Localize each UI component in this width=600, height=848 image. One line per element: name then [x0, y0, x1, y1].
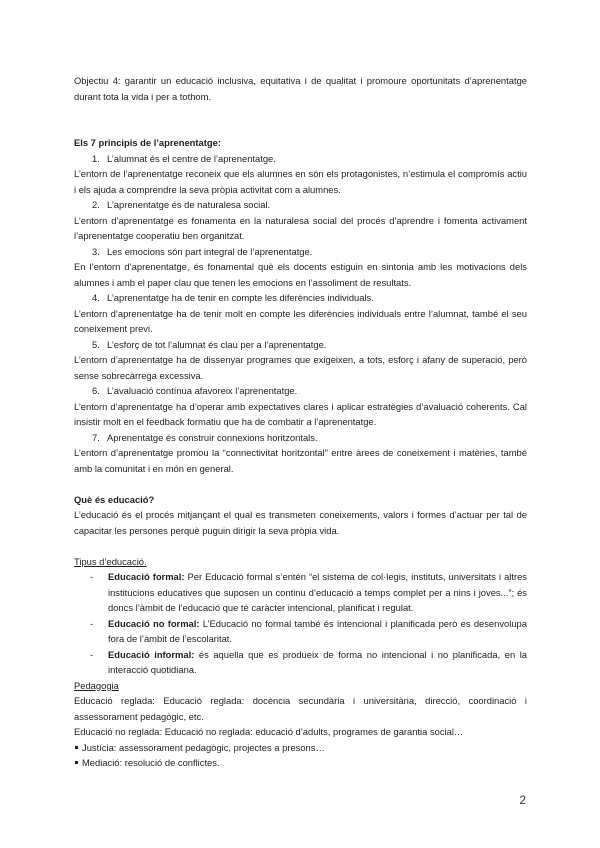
square-bullet-icon — [75, 761, 78, 764]
principles-list — [74, 151, 527, 477]
principle-text: En l’entorn d’aprenentatge, és fonamental què els docents estiguin en sintonia amb les motivacions dels alumnes i amb el paper clau que tenen les emocions en l’assoliment de resultats. — [74, 261, 527, 288]
principle-title: 7. Aprenentatge és construir connexions horitzontals. — [92, 431, 318, 443]
education-definition: L’educació és el procés mitjançant el qual es transmeten coneixements, valors i formes d’actuar per tal de capacitar les persones perquè puguin dirigir la seva pròpia vida. — [74, 509, 527, 536]
principle-title: 3. Les emocions són part integral de l’aprenentatge. — [92, 245, 313, 257]
principle-text: L’entorn d’aprenentatge ha de tenir molt en compte les diferències individuals entre l’alumnat, també el seu coneixement previ. — [74, 307, 527, 334]
type-item: - Educació formal: Per Educació formal s’entén “el sistema de col·legis, instituts, universitats i altres institucions educatives que suposen un continu d’educació a temps complet per a nins i joves...”; és doncs l’àmbit de l’educació que té caràcter intencional, planificat i regulat. — [90, 571, 527, 613]
principle-text: L’entorn d’aprenentatge es fonamenta en la naturalesa social del procés d’aprendre i fomenta activament l’aprenentatge cooperatiu ben organitzat. — [74, 214, 527, 241]
types-heading: Tipus d’educació. — [74, 555, 147, 567]
principle-item — [74, 383, 527, 430]
principle-item — [74, 337, 527, 384]
principle-title: 6. L’avaluació contínua afavoreix l’aprenentatge. — [92, 385, 298, 396]
pedagogy-bullet: Mediació: resolució de conflictes. — [74, 755, 527, 771]
principle-title: 1. L’alumnat és el centre de l’aprenentatge. — [92, 152, 276, 164]
pedagogy-line: Educació no reglada: Educació no reglada: educació d’adults, programes de garantia social… — [74, 726, 464, 737]
principle-text: L’entorn de l’aprenentatge reconeix que els alumnes en són els protagonistes, n’estimula el compromís actiu i els ajuda a comprendre la seva pròpia activitat com a alumnes. — [74, 168, 527, 195]
document-page — [74, 73, 527, 771]
principle-title: 2. L’aprenentatge és de naturalesa social. — [92, 199, 271, 210]
principle-item — [74, 151, 527, 198]
type-item: - Educació no formal: L’Educació no formal també és intencional i planificada però es desenvolupa fora de l’àmbit de l’escolaritat. — [90, 617, 527, 644]
pedagogy-line: Educació reglada: Educació reglada: docència secundària i universitària, direcció, coordinació i assessorament pedagògic, etc. — [74, 695, 527, 722]
education-heading: Què és educació? — [74, 493, 155, 505]
pedagogy-bullet: Justícia: assessorament pedagògic, projectes a presons… — [74, 740, 527, 756]
square-bullet-icon — [75, 746, 78, 749]
principle-title: 4. L’aprenentatge ha de tenir en compte les diferències individuals. — [92, 292, 374, 303]
type-item: - Educació informal: és aquella que es produeix de forma no intencional i no planificada, en la interacció quotidiana. — [90, 648, 528, 675]
pedagogy-heading: Pedagogia — [74, 679, 119, 691]
principle-text: L’entorn d’aprenentatge ha de dissenyar programes que exigeixen, a tots, esforç i afany de superació, però sense sobrecàrrega excessiva. — [74, 354, 527, 381]
principle-text: L’entorn d’aprenentatge ha d’operar amb expectatives clares i aplicar estratègies d’avaluació coherents. Cal insistir molt en el feedback formatiu que ha de combatir a l’aprenentatge. — [74, 400, 527, 427]
principle-text: L’entorn d’aprenentatge promou la “connectivitat horitzontal” entre àrees de coneixement i matèries, també amb la comunitat i en món en general. — [74, 447, 527, 474]
principle-item — [74, 197, 527, 244]
page-number: 2 — [519, 793, 526, 807]
principle-title: 5. L’esforç de tot l’alumnat és clau per a l’aprenentatge. — [92, 338, 327, 350]
principle-item — [74, 290, 527, 337]
principle-item — [74, 244, 527, 291]
principles-heading: Els 7 principis de l’aprenentatge: — [74, 137, 221, 148]
types-list — [74, 569, 527, 678]
principle-item — [74, 430, 527, 477]
objective-paragraph: Objectiu 4: garantir un educació inclusiva, equitativa i de qualitat i promoure oportunitats d’aprenentatge durant tota la vida i per a tothom. — [74, 75, 527, 102]
